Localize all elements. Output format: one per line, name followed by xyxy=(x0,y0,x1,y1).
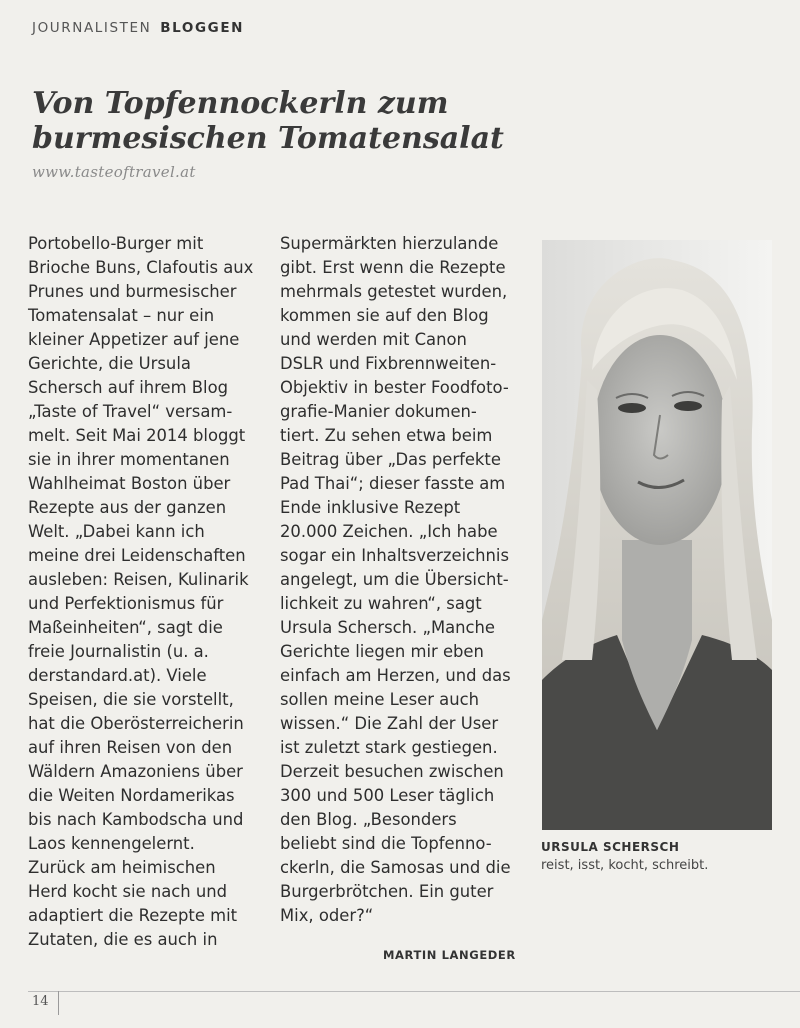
article-text-line: bis nach Kambodscha und xyxy=(28,810,244,829)
article-text-line: Objektiv in bester Foodfoto- xyxy=(280,378,509,397)
article-text-line: DSLR und Fixbrennweiten- xyxy=(280,354,497,373)
footer-page-tick xyxy=(58,991,59,1015)
photo-caption-text: reist, isst, kocht, schreibt. xyxy=(541,858,709,873)
article-text-line: und werden mit Canon xyxy=(280,330,467,349)
article-column-2 xyxy=(280,232,520,928)
article-text-line: Wäldern Amazoniens über xyxy=(28,762,243,781)
article-text-line: Portobello-Burger mit xyxy=(28,234,204,253)
article-column-1 xyxy=(28,232,260,952)
article-text-line: hat die Oberösterreicherin xyxy=(28,714,244,733)
article-text-line: lichkeit zu wahren“, sagt xyxy=(280,594,482,613)
article-text-line: sollen meine Leser auch xyxy=(280,690,479,709)
article-text-line: Beitrag über „Das perfekte xyxy=(280,450,501,469)
article-text-line: Burgerbrötchen. Ein guter xyxy=(280,882,494,901)
article-text-line: die Weiten Nordamerikas xyxy=(28,786,235,805)
article-text-line: 300 und 500 Leser täglich xyxy=(280,786,495,805)
article-text-line: gibt. Erst wenn die Rezepte xyxy=(280,258,506,277)
article-text-line: freie Journalistin (u. a. xyxy=(28,642,209,661)
article-text-line: tiert. Zu sehen etwa beim xyxy=(280,426,493,445)
article-text-line: „Taste of Travel“ versam- xyxy=(28,402,233,421)
article-text-line: Laos kennengelernt. xyxy=(28,834,195,853)
article-text-line: Zurück am heimischen xyxy=(28,858,216,877)
article-text-line: Maßeinheiten“, sagt die xyxy=(28,618,223,637)
article-text-line: und Perfektionismus für xyxy=(28,594,224,613)
article-text-line: Mix, oder?“ xyxy=(280,906,374,925)
photo-caption-name: URSULA SCHERSCH xyxy=(541,840,680,854)
article-text-line: adaptiert die Rezepte mit xyxy=(28,906,238,925)
blog-url: www.tasteoftravel.at xyxy=(32,163,196,181)
article-text-line: ckerln, die Samosas und die xyxy=(280,858,511,877)
portrait-photo xyxy=(542,240,772,830)
article-title: Von Topfennockerln zum burmesischen Tomatensalat xyxy=(32,86,504,156)
article-text-line: meine drei Leidenschaften xyxy=(28,546,246,565)
article-text-line: angelegt, um die Übersicht- xyxy=(280,570,509,589)
article-text-line: Derzeit besuchen zwischen xyxy=(280,762,504,781)
article-text-line: beliebt sind die Topfenno- xyxy=(280,834,492,853)
article-text-line: einfach am Herzen, und das xyxy=(280,666,511,685)
section-label: JOURNALISTEN xyxy=(32,20,152,36)
article-text-line: Gerichte liegen mir eben xyxy=(280,642,484,661)
article-text-line: grafie-Manier dokumen- xyxy=(280,402,477,421)
article-text-line: Tomatensalat – nur ein xyxy=(28,306,215,325)
article-text-line: sogar ein Inhaltsverzeichnis xyxy=(280,546,510,565)
article-text-line: derstandard.at). Viele xyxy=(28,666,207,685)
article-text-line: Supermärkten hierzulande xyxy=(280,234,499,253)
page-number: 14 xyxy=(32,994,49,1009)
article-text-line: Rezepte aus der ganzen xyxy=(28,498,227,517)
article-text-line: Welt. „Dabei kann ich xyxy=(28,522,205,541)
article-text-line: Schersch auf ihrem Blog xyxy=(28,378,229,397)
section-header xyxy=(32,20,244,36)
article-text-line: ist zuletzt stark gestiegen. xyxy=(280,738,498,757)
article-text-line: wissen.“ Die Zahl der User xyxy=(280,714,499,733)
article-text-line: Wahlheimat Boston über xyxy=(28,474,231,493)
article-text-line: Gerichte, die Ursula xyxy=(28,354,191,373)
author-byline: MARTIN LANGEDER xyxy=(383,948,516,962)
article-text-line: sie in ihrer momentanen xyxy=(28,450,230,469)
article-text-line: kleiner Appetizer auf jene xyxy=(28,330,240,349)
article-text-line: Brioche Buns, Clafoutis aux xyxy=(28,258,254,277)
article-text-line: ausleben: Reisen, Kulinarik xyxy=(28,570,249,589)
footer-divider xyxy=(28,991,800,992)
article-text-line: kommen sie auf den Blog xyxy=(280,306,489,325)
article-text-line: mehrmals getestet wurden, xyxy=(280,282,508,301)
article-text-line: auf ihren Reisen von den xyxy=(28,738,233,757)
article-text-line: Speisen, die sie vorstellt, xyxy=(28,690,234,709)
article-text-line: Pad Thai“; dieser fasste am xyxy=(280,474,506,493)
article-text-line: Ursula Schersch. „Manche xyxy=(280,618,496,637)
article-text-line: den Blog. „Besonders xyxy=(280,810,457,829)
article-text-line: Ende inklusive Rezept xyxy=(280,498,461,517)
category-label: BLOGGEN xyxy=(160,20,245,36)
article-text-line: Prunes und burmesischer xyxy=(28,282,237,301)
article-text-line: 20.000 Zeichen. „Ich habe xyxy=(280,522,498,541)
article-text-line: Zutaten, die es auch in xyxy=(28,930,218,949)
article-text-line: Herd kocht sie nach und xyxy=(28,882,228,901)
article-text-line: melt. Seit Mai 2014 bloggt xyxy=(28,426,246,445)
